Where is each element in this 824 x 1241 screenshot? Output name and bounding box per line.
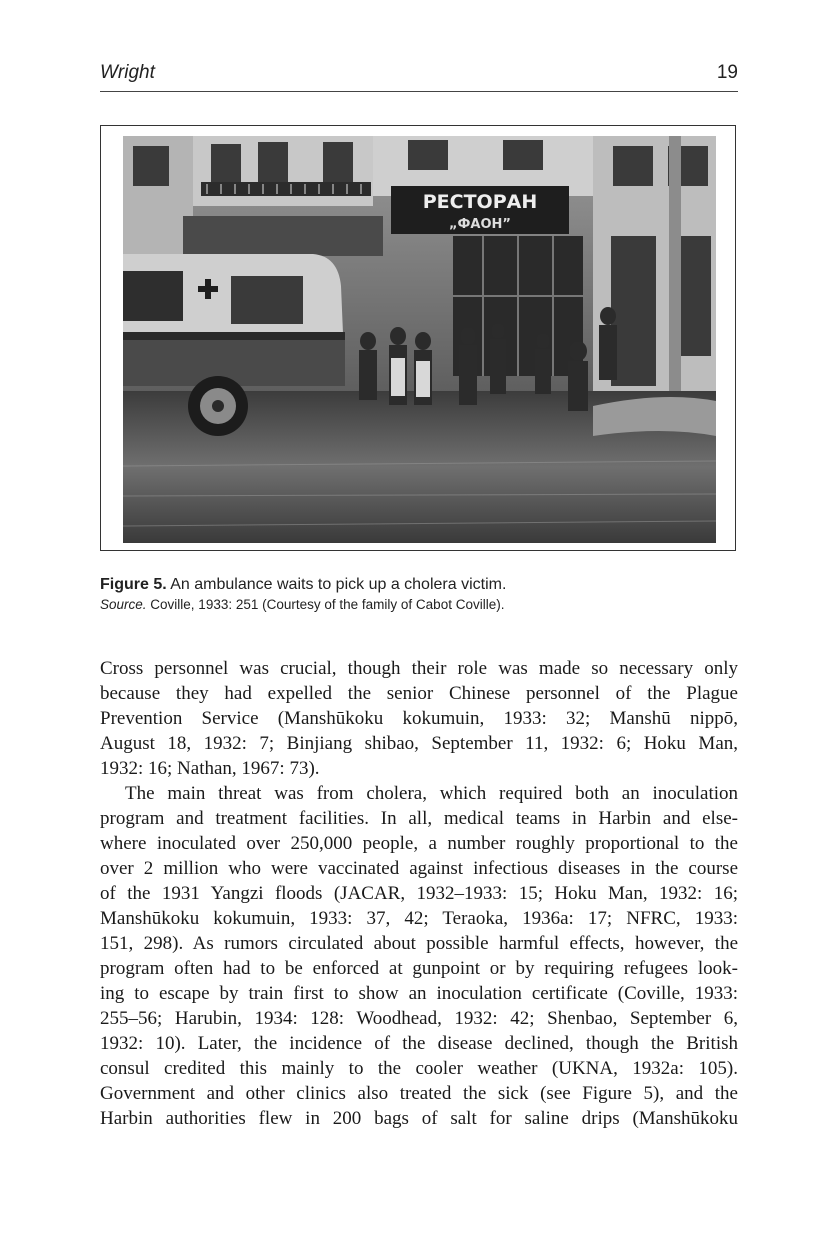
running-head [100,62,738,84]
text-line: 1932: 16; Nathan, 1967: 73). [100,758,320,779]
restaurant-sign-text: РЕСТОРАН [422,191,538,213]
paragraph-1 [100,656,738,781]
text-line: August 18, 1932: 7; Binjiang shibao, September 11, 1932: 6; Hoku Man, [100,733,738,754]
text-line: program and treatment facilities. In all, medical teams in Harbin and else- [100,808,738,829]
caption-text: An ambulance waits to pick up a cholera victim. [170,576,507,593]
text-line: 151, 298). As rumors circulated about possible harmful effects, however, the [100,933,738,954]
ambulance-photo [123,136,716,543]
text-line: of the 1931 Yangzi floods (JACAR, 1932–1933: 15; Hoku Man, 1932: 16; [100,883,738,904]
text-line: consul credited this mainly to the cooler weather (UKNA, 1932a: 105). [100,1058,738,1079]
text-line: program often had to be enforced at gunpoint or by requiring refugees look- [100,958,738,979]
text-line: Cross personnel was crucial, though their role was made so necessary only [100,658,738,679]
figure-5-frame [100,125,736,551]
text-line: Government and other clinics also treated the sick (see Figure 5), and the [100,1083,738,1104]
text-line: Harbin authorities flew in 200 bags of salt for saline drips (Manshūkoku [100,1108,738,1129]
text-line: Manshūkoku kokumuin, 1933: 37, 42; Teraoka, 1936a: 17; NFRC, 1933: [100,908,738,929]
text-line: over 2 million who were vaccinated against infectious diseases in the course [100,858,738,879]
text-line: The main threat was from cholera, which required both an inoculation [125,783,738,804]
paragraph-2 [100,781,738,1131]
figure-caption [100,575,740,615]
page-number: 19 [716,62,738,83]
caption-line [100,575,740,595]
text-line: Prevention Service (Manshūkoku kokumuin, 1933: 32; Manshū nippō, [100,708,738,729]
restaurant-name-text: „ФАОН” [449,217,511,232]
text-line: ing to escape by train first to show an inoculation certificate (Coville, 1933: [100,983,738,1004]
running-head-author: Wright [100,62,155,83]
source-label: Source. [100,597,147,612]
source-line [100,595,740,615]
text-line: because they had expelled the senior Chinese personnel of the Plague [100,683,738,704]
text-line: 1932: 10). Later, the incidence of the disease declined, though the British [100,1033,738,1054]
text-line: 255–56; Harubin, 1934: 128: Woodhead, 1932: 42; Shenbao, September 6, [100,1008,738,1029]
caption-label: Figure 5. [100,576,167,593]
text-line: where inoculated over 250,000 people, a number roughly proportional to the [100,833,738,854]
header-rule [100,91,738,92]
source-text: Coville, 1933: 251 (Courtesy of the family of Cabot Coville). [150,597,505,612]
body-text [100,656,738,1131]
